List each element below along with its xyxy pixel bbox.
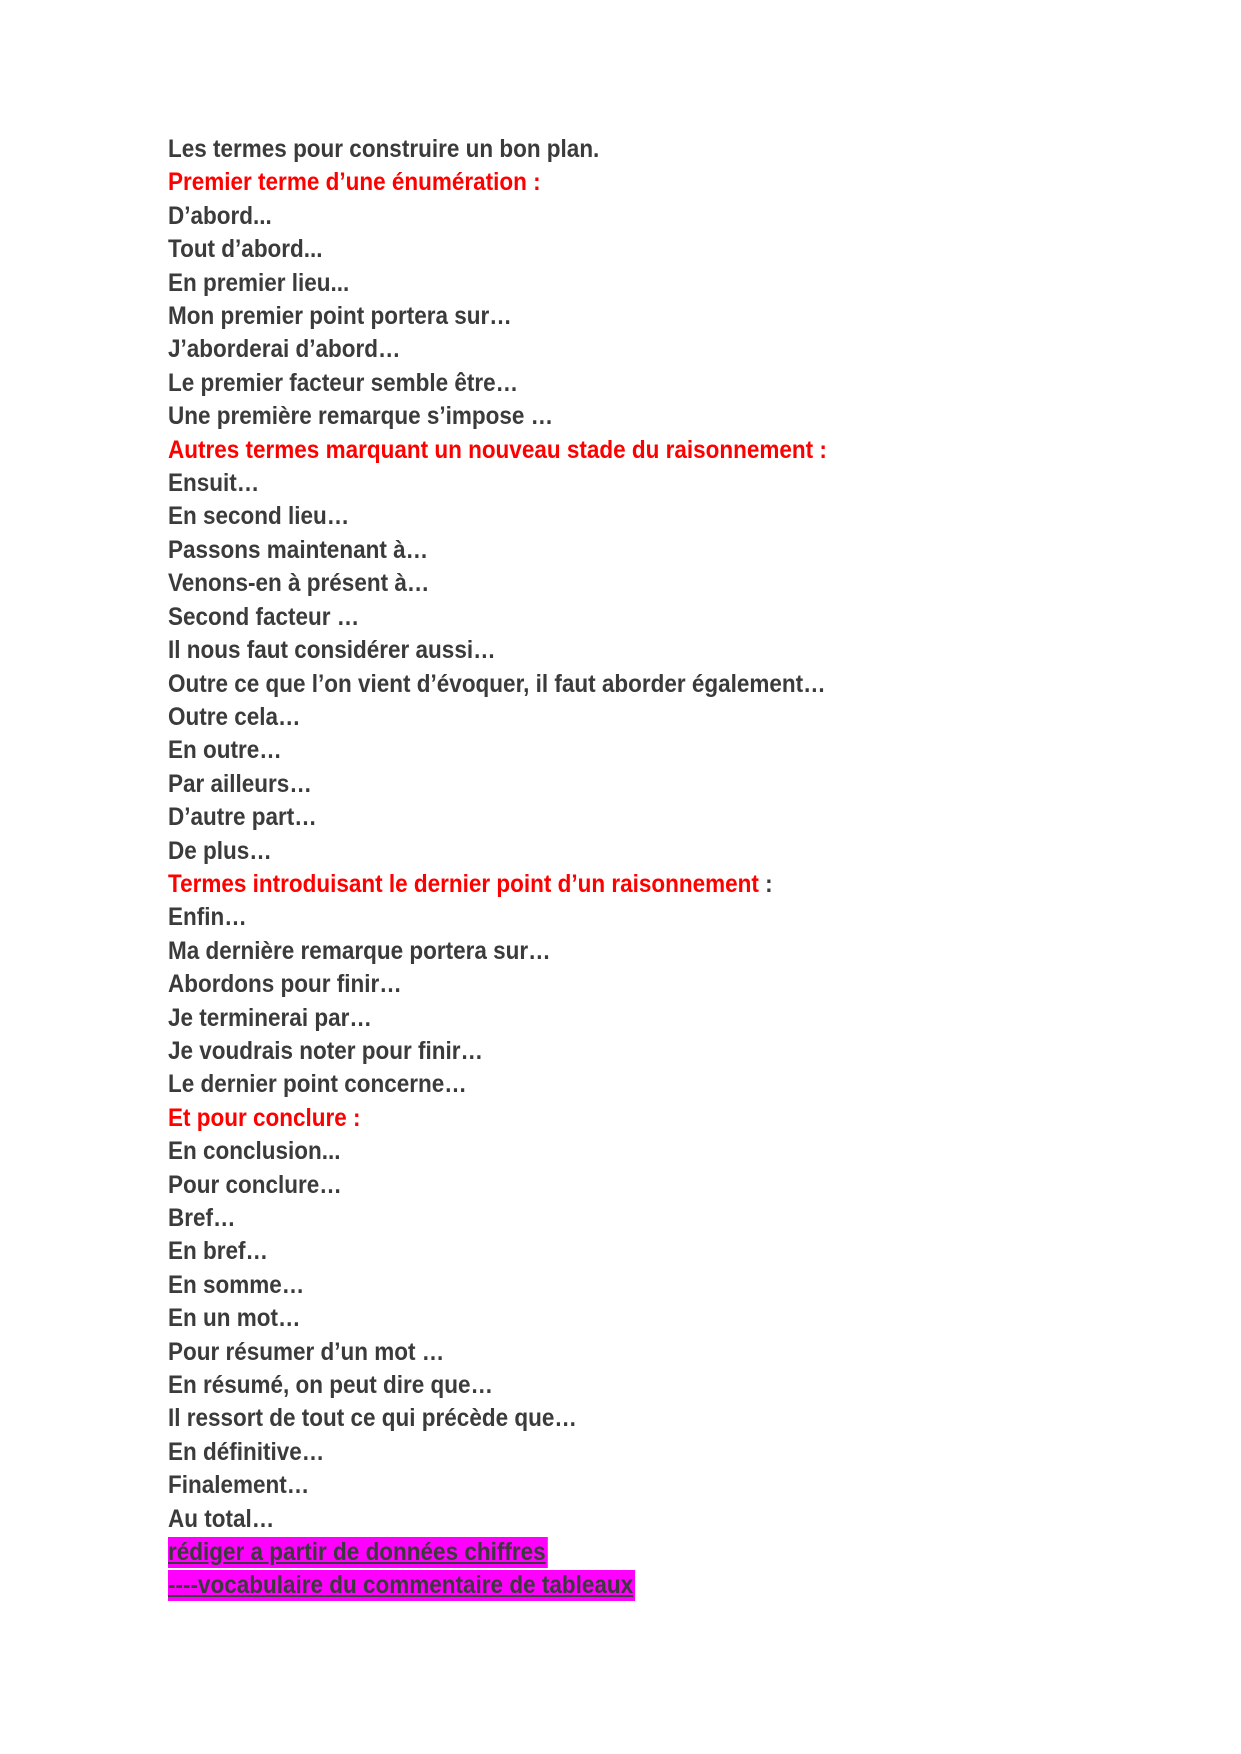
text-line: J’aborderai d’abord…	[168, 335, 401, 364]
highlight-text: ----vocabulaire du commentaire de tableaux	[168, 1571, 634, 1600]
text-line: Finalement…	[168, 1471, 310, 1500]
highlighted-line	[168, 1536, 827, 1569]
text-line: En outre…	[168, 736, 282, 765]
text-line: Ensuit…	[168, 469, 260, 498]
text-line: En définitive…	[168, 1437, 325, 1466]
text-line: En résumé, on peut dire que…	[168, 1371, 494, 1400]
highlight-text: rédiger a partir de données chiffres	[168, 1538, 546, 1567]
text-line: Il ressort de tout ce qui précède que…	[168, 1404, 577, 1433]
heading-line: Premier terme d’une énumération :	[168, 168, 541, 197]
text-line: Abordons pour finir…	[168, 970, 402, 999]
text-line: En somme…	[168, 1270, 305, 1299]
text-line: Pour résumer d’un mot …	[168, 1337, 445, 1366]
heading-line	[168, 868, 827, 901]
text-line: En premier lieu...	[168, 268, 350, 297]
text-line: Une première remarque s’impose …	[168, 402, 554, 431]
text-line: Outre cela…	[168, 702, 301, 731]
highlighted-line	[168, 1569, 827, 1602]
text-line: Enfin…	[168, 903, 247, 932]
text-line: Les termes pour construire un bon plan.	[168, 135, 600, 163]
text-line: Outre ce que l’on vient d’évoquer, il faut aborder également…	[168, 669, 826, 698]
text-line: De plus…	[168, 836, 272, 865]
text-block	[168, 133, 827, 1603]
text-line: Pour conclure…	[168, 1170, 342, 1199]
text-line: Je voudrais noter pour finir…	[168, 1036, 484, 1065]
text-line: Bref…	[168, 1204, 236, 1232]
text-line: Tout d’abord...	[168, 235, 323, 264]
text-line: Par ailleurs…	[168, 769, 312, 798]
text-line: Au total…	[168, 1504, 275, 1533]
text-line: Le dernier point concerne…	[168, 1070, 467, 1099]
text-line: Mon premier point portera sur…	[168, 302, 512, 331]
heading-line: Et pour conclure :	[168, 1103, 361, 1132]
text-line: D’autre part…	[168, 803, 317, 832]
text-line: Passons maintenant à…	[168, 535, 429, 564]
heading-line: Autres termes marquant un nouveau stade du raisonnement :	[168, 435, 827, 464]
heading-segment: :	[758, 869, 773, 898]
text-line: En bref…	[168, 1237, 269, 1266]
text-line: Je terminerai par…	[168, 1003, 372, 1032]
text-line: Le premier facteur semble être…	[168, 368, 519, 397]
text-line: D’abord...	[168, 201, 272, 230]
text-line: En un mot…	[168, 1304, 301, 1333]
text-line: Venons-en à présent à…	[168, 569, 430, 598]
text-line: Ma dernière remarque portera sur…	[168, 936, 551, 965]
text-line: En second lieu…	[168, 502, 350, 531]
text-line: Second facteur …	[168, 602, 360, 631]
heading-segment: Termes introduisant le dernier point d’un raisonnement	[168, 869, 759, 898]
text-line: En conclusion...	[168, 1137, 341, 1166]
text-line: Il nous faut considérer aussi…	[168, 636, 496, 665]
